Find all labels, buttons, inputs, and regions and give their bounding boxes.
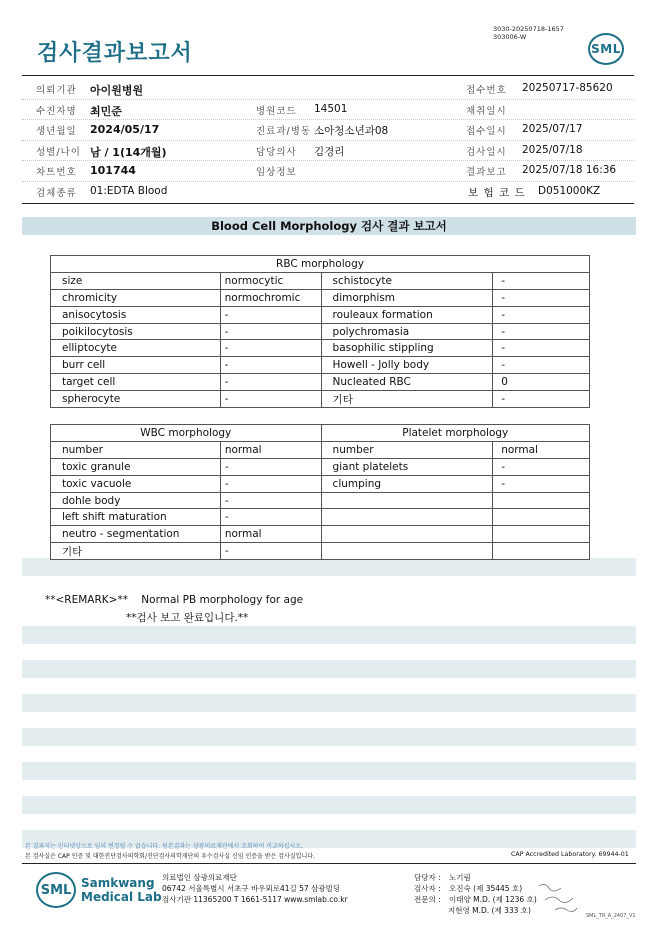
notice-line-1: 본 결과지는 인터넷상으로 임의 변경될 수 없습니다. 원본결과는 삼광의료재단에서 조회하여 비교하십시오. [25,843,303,850]
table-row: burr cell - Howell - Jolly body - [51,357,590,374]
examinee-value: 최민준 [90,104,122,118]
band [22,626,636,644]
table-row: toxic granule - giant platelets - [51,458,590,475]
table-row: anisocytosis - rouleaux formation - [51,306,590,323]
wbc-header: WBC morphology [51,425,322,442]
report-complete-text: **검사 보고 완료입니다.** [126,612,249,624]
section-title: Blood Cell Morphology 검사 결과 보고서 [22,217,636,235]
institution-value: 아이원병원 [90,84,144,97]
table-row: 기타 - [51,543,590,560]
rbc-header: RBC morphology [51,256,590,273]
signature-icon [535,878,595,918]
report-date-value: 2025/07/18 16:36 [522,164,617,176]
table-row: size normocytic schistocyte - [51,272,590,289]
band [22,694,636,712]
table-row: toxic vacuole - clumping - [51,475,590,492]
table-row: target cell - Nucleated RBC 0 [51,374,590,391]
brand-name: Samkwang Medical Lab [81,876,162,904]
wbc-platelet-table [50,424,590,560]
sml-logo-icon: SML [588,33,624,65]
sml-footer-logo-icon: SML [36,872,76,908]
platelet-header: Platelet morphology [321,425,589,442]
receipt-date-value: 2025/07/17 [522,123,583,135]
report-title-korean: 검사결과보고서 [37,41,193,66]
sex-age-value: 남 / 1(14개월) [90,145,167,159]
rbc-table [50,255,590,408]
band [22,728,636,746]
receipt-no-value: 20250717-85620 [522,82,613,94]
specialist-line-2: 지현영 M.D. (제 333 호) [448,906,531,915]
divider [22,75,634,76]
cap-accreditation: CAP Accredited Laboratory. 69944-01 [511,851,629,858]
form-code: SML_TR_A_2407_V1 [586,913,636,919]
band [22,558,636,576]
chart-no-value: 101744 [90,164,136,177]
dept-value: 소아청소년과08 [314,125,389,137]
test-date-value: 2025/07/18 [522,143,583,156]
table-row: neutro - segmentation normal [51,526,590,543]
divider [22,863,636,864]
table-row: elliptocyte - basophilic stippling - [51,340,590,357]
table-row: chromicity normochromic dimorphism - [51,289,590,306]
specimen-value: 01:EDTA Blood [90,184,168,197]
tester-line: 검사자 : 오진숙 (제 35445 호) [414,884,523,893]
band [22,762,636,780]
table-row: poikilocytosis - polychromasia - [51,323,590,340]
info-row-4: 성별/나이 남 / 1(14개월) 담당의사 김경리 검사일시 2025/07/18 [22,141,634,162]
dob-value: 2024/05/17 [90,123,160,136]
manager-line: 담당자 : 노기림 [414,873,471,882]
divider [22,203,634,204]
footer-address: 의료법인 삼광의료재단 06742 서울특별시 서초구 바우뫼로41길 57 삼광빌딩 검사기관 11365200 T 1661-5117 www.smlab.co.kr [162,873,348,904]
band [22,796,636,814]
info-row-3: 생년월일 2024/05/17 진료과/병동 소아청소년과08 접수일시 2025/07/17 [22,120,634,141]
table-row: number normal number normal [51,441,590,458]
remark-text: **<REMARK>** Normal PB morphology for age [45,594,304,606]
info-row-2: 수진자명 최민준 병원코드 14501 채취일시 [22,100,634,121]
table-row: dohle body - [51,492,590,509]
notice-line-2: 본 검사실은 CAP 인증 및 대한진단검사의학회/진단검사의학재단의 우수검사실 신임 인증을 받은 검사실입니다. [25,853,315,860]
band [22,660,636,678]
specialist-line: 전문의 : 이태양 M.D. (제 1236 호) [414,895,537,904]
hospital-code-value: 14501 [314,102,348,115]
table-row: left shift maturation - [51,509,590,526]
doctor-value: 김경리 [314,145,345,158]
insurance-value: D051000KZ [538,184,601,197]
info-row-1: 의뢰기관 아이원병원 접수번호 20250717-85620 [22,79,634,100]
info-row-6: 검체종류 01:EDTA Blood 보 험 코 드 D051000KZ [36,184,601,199]
table-row: spherocyte - 기타 - [51,391,590,408]
document-id: 3030-20250718-1657 303006-W [493,25,564,41]
info-row-5: 차트번호 101744 임상정보 결과보고 2025/07/18 16:36 [22,161,634,182]
